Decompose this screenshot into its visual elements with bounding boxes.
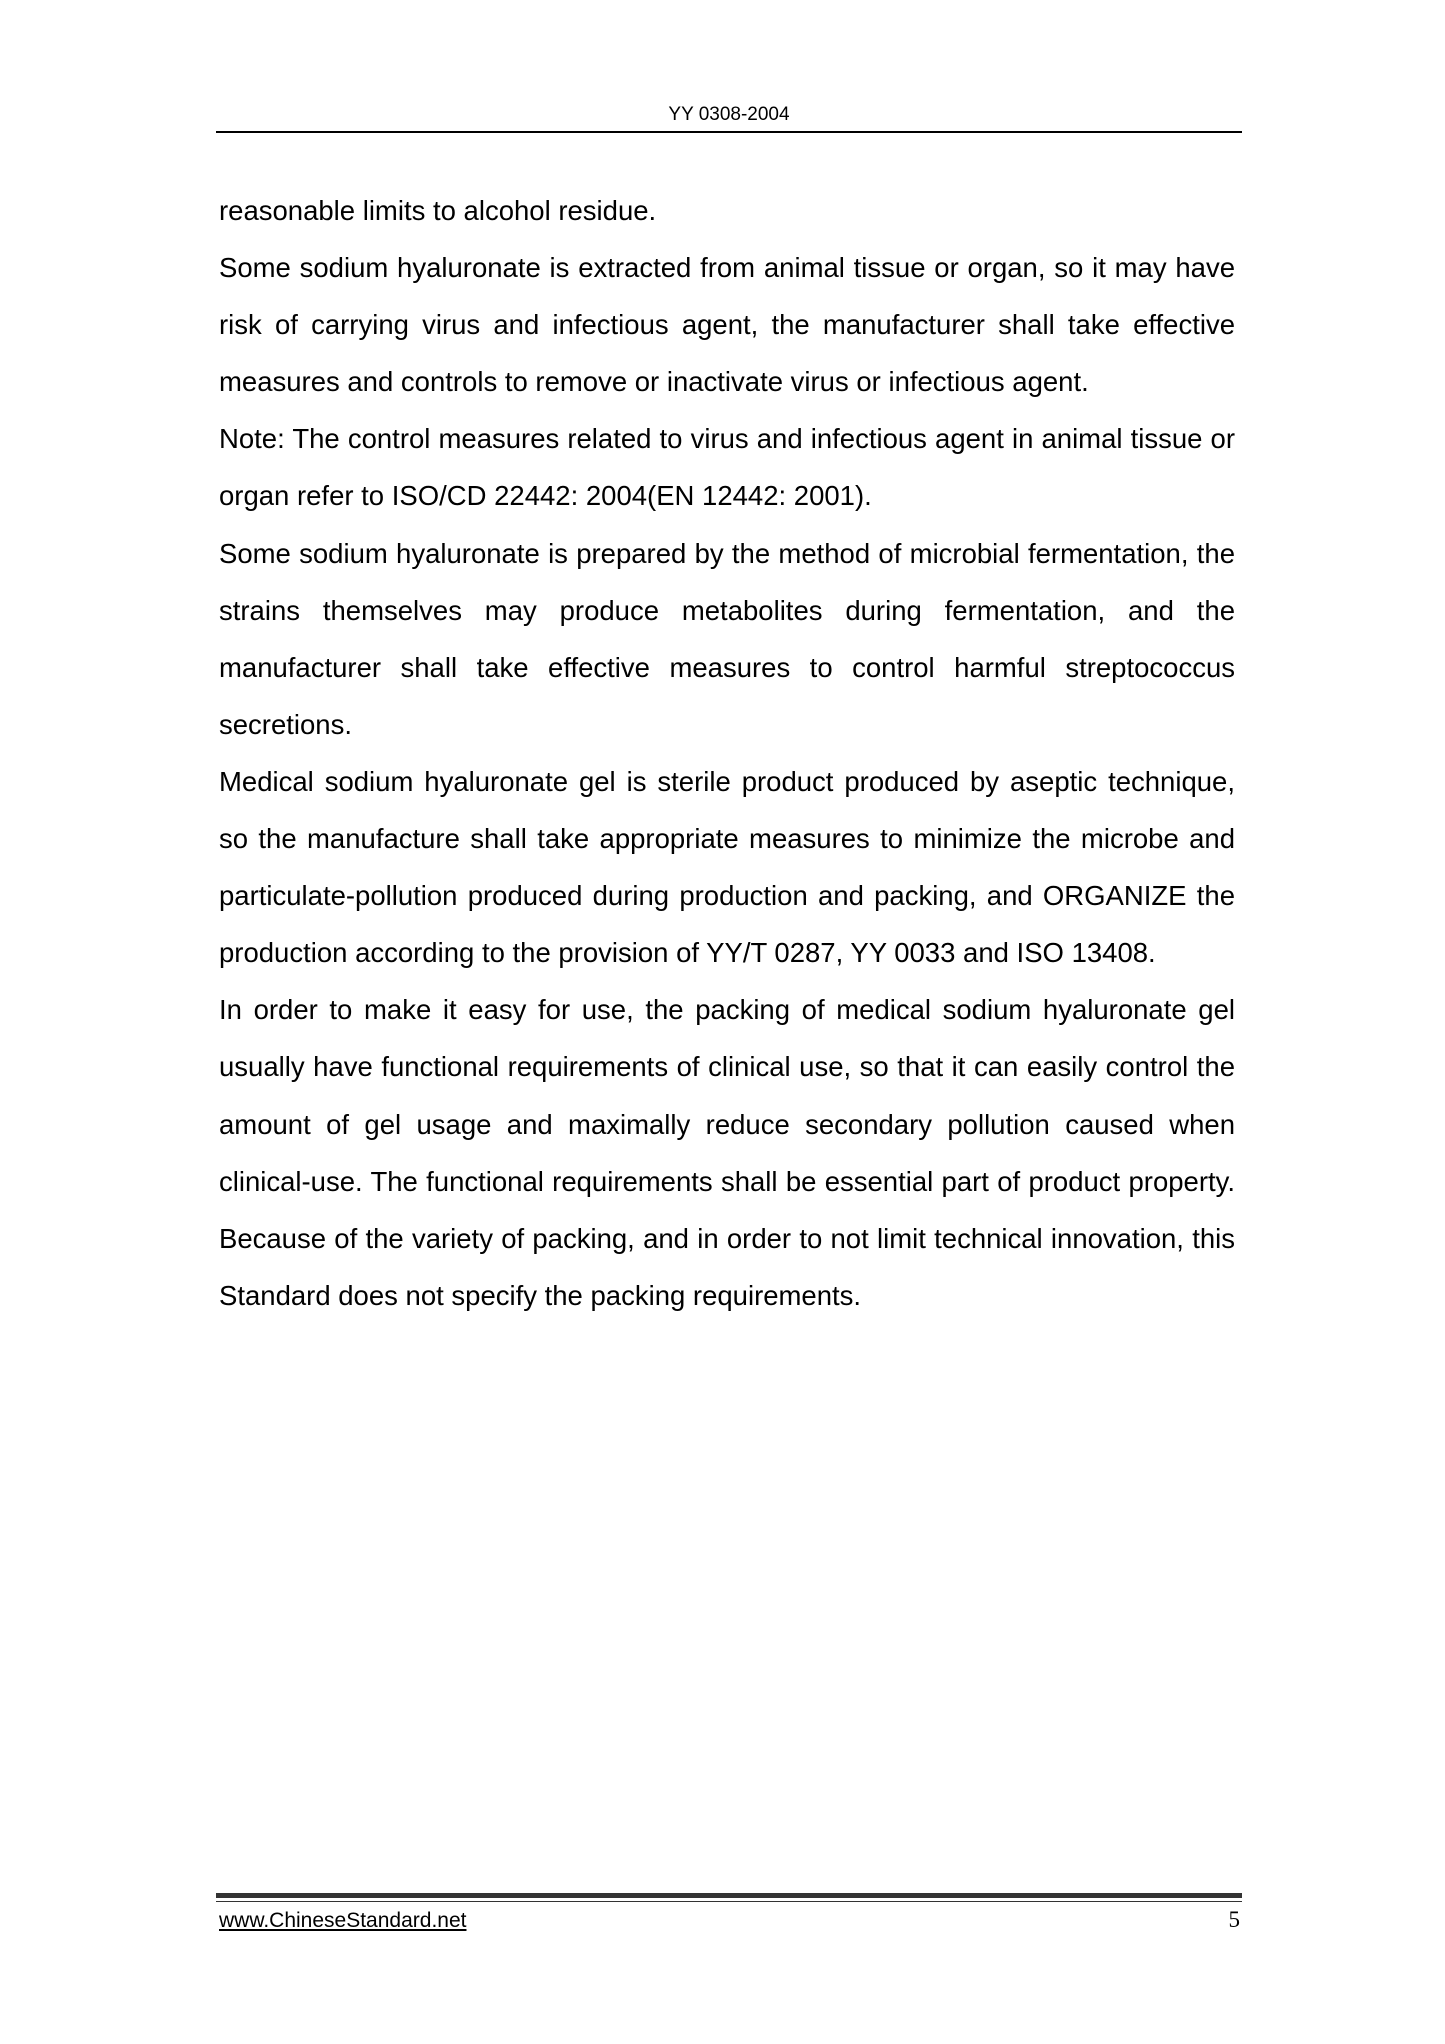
paragraph-alcohol-residue: reasonable limits to alcohol residue. (219, 195, 657, 226)
footer-divider-thin (216, 1901, 1242, 1902)
paragraph-animal-tissue: Some sodium hyaluronate is extracted from animal tissue or organ, so it may have risk of carrying virus and infectious agent, the manufacturer shall take effective measures and controls to remove or inactivate virus or infectious agent. (219, 252, 1235, 398)
header-divider (216, 131, 1242, 133)
document-body (219, 182, 1235, 1324)
page-number: 5 (1228, 1907, 1240, 1932)
footer-divider-thick (216, 1893, 1242, 1898)
paragraph-packing-requirements: In order to make it easy for use, the packing of medical sodium hyaluronate gel usually have functional requirements of clinical use, so that it can easily control the amount of gel usage and maximally reduce secondary pollution caused when clinical-use. The functional requirements shall be essential part of product property. Because of the variety of packing, and in order to not limit technical innovation, this Standard does not specify the packing requirements. (219, 994, 1235, 1311)
paragraph-note-control-measures: Note: The control measures related to virus and infectious agent in animal tissue or organ refer to ISO/CD 22442: 2004(EN 12442: 2001). (219, 423, 1235, 512)
footer-website-link[interactable]: www.ChineseStandard.net (219, 1909, 467, 1932)
paragraph-sterile-product: Medical sodium hyaluronate gel is sterile product produced by aseptic technique, so the manufacture shall take appropriate measures to minimize the microbe and particulate-pollution produced during production and packing, and ORGANIZE the production according to the provision of YY/T 0287, YY 0033 and ISO 13408. (219, 765, 1235, 969)
paragraph-microbial-fermentation: Some sodium hyaluronate is prepared by the method of microbial fermentation, the strains themselves may produce metabolites during fermentation, and the manufacturer shall take effective measures to control harmful streptococcus secretions. (219, 537, 1235, 740)
document-header-title: YY 0308-2004 (668, 104, 790, 125)
